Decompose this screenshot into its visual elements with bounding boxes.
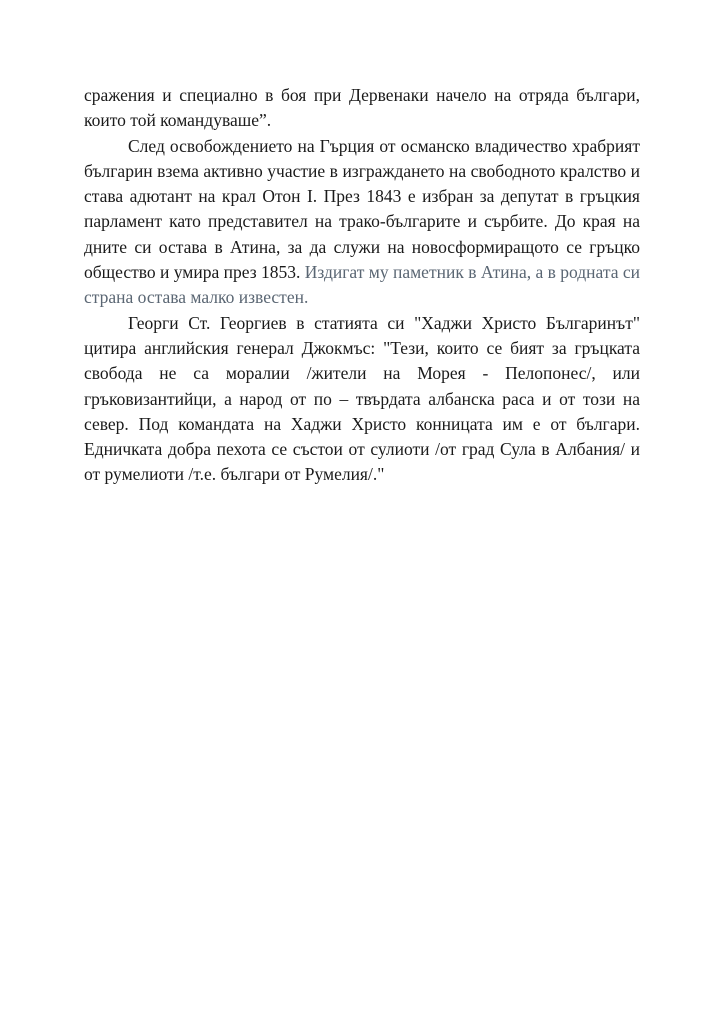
paragraph-text: сражения и специално в боя при Дервенаки начело на отряда българи, които той командуваше”. (84, 85, 640, 131)
paragraph-text: След освобождението на Гърция от османско владичество храбрият българин взема активно участие в изграждането на свободното кралство и става адютант на крал Отон I. През 1843 е избран за депутат в гръцкия парламент като представител на трако-българите и сърбите. До края на дните си остава в Атина, за да служи на новосформиращото се гръцко общество и умира през 1853. (84, 135, 640, 283)
paragraph-continuation (84, 83, 640, 134)
accent-sentence: Издигат му паметник в Атина, а в родната си страна остава малко известен. (84, 262, 640, 308)
paragraph-quote (84, 311, 640, 488)
paragraph-biography (84, 134, 640, 311)
paragraph-text: Георги Ст. Георгиев в статията си "Хаджи Христо Българинът" цитира английския генерал Джокмъс: "Тези, които се бият за гръцката свобода не са моралии /жители на Морея - Пелопонес/, или гръковизантийци, а народ от по – твърдата албанска раса и от този на север. Под командата на Хаджи Христо конницата им е от българи. Едничката добра пехота се състои от сулиоти /от град Сула в Албания/ и от румелиоти /т.е. българи от Румелия/." (84, 312, 640, 485)
document-body (84, 83, 640, 488)
